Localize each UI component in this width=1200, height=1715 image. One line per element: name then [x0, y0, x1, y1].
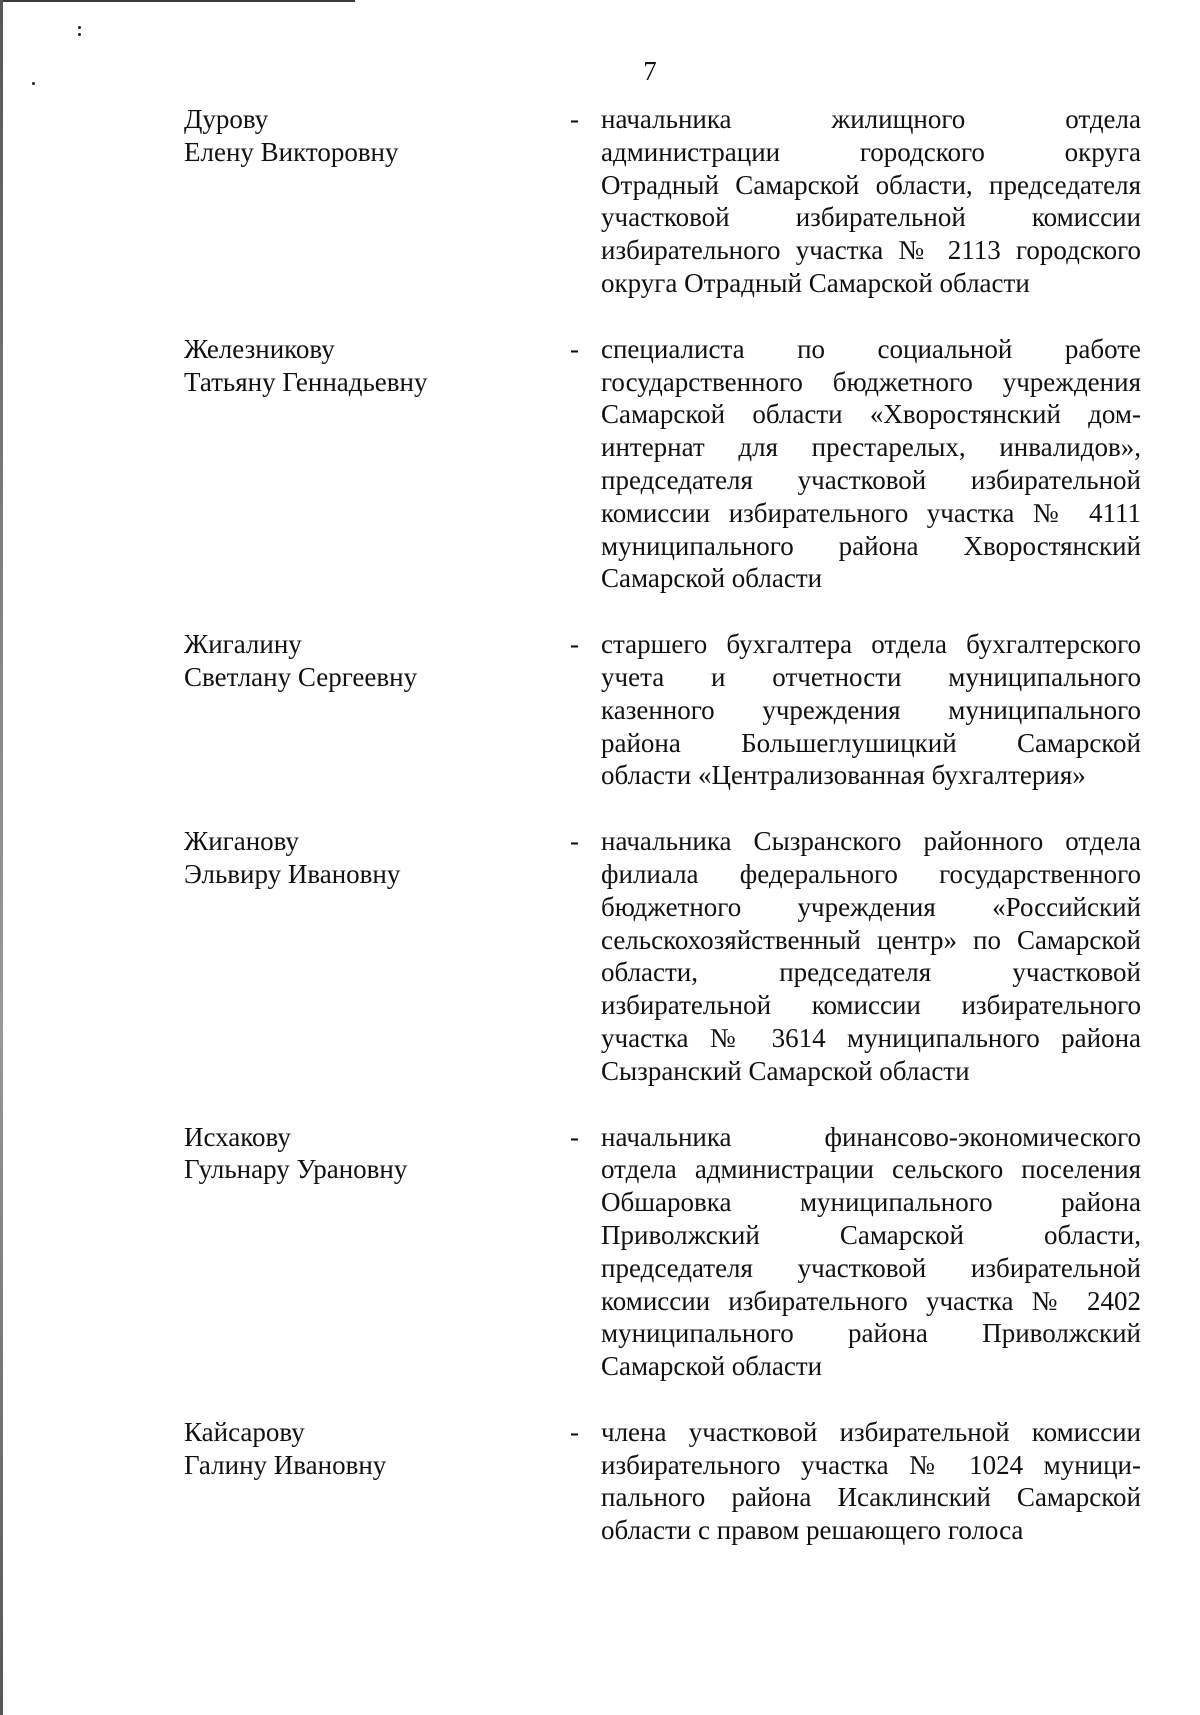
appointee-entry [0, 333, 1200, 595]
description-line: председателя участковой избирательной [601, 464, 1141, 495]
entry-dash: - [570, 826, 579, 857]
description-line: учета и отчетности муниципального [601, 661, 1141, 692]
appointee-entry [0, 628, 1200, 792]
person-name [184, 1121, 524, 1187]
position-description [601, 1416, 1141, 1547]
position-description [601, 1121, 1141, 1383]
position-description [601, 628, 1141, 792]
entry-dash: - [570, 1416, 579, 1447]
entry-dash: - [570, 333, 579, 364]
appointee-entry [0, 1416, 1200, 1547]
description-line: казенного учреждения муниципального [601, 694, 1141, 725]
page-number: 7 [643, 56, 657, 86]
entry-dash: - [570, 104, 579, 134]
scan-edge-top [0, 0, 355, 2]
description-line: сельскохозяйственный центр» по Самарской [601, 924, 1141, 955]
description-line: бюджетного учреждения «Российский [601, 891, 1141, 922]
description-line: специалиста по социальной работе [601, 333, 1141, 364]
person-name [184, 103, 524, 169]
description-line: Самарской области [601, 563, 823, 594]
description-line: интернат для престарелых, инвалидов», [601, 432, 1141, 463]
appointee-entry [0, 825, 1200, 1087]
description-line: избирательного участка № 2113 городского [601, 235, 1141, 266]
description-line: участковой избирательной комиссии [601, 202, 1141, 233]
person-given-names: Елену Викторовну [184, 136, 399, 167]
entry-dash: - [570, 1121, 579, 1152]
description-line: Обшаровка муниципального района [601, 1187, 1141, 1218]
description-line: государственного бюджетного учреждения [601, 366, 1141, 397]
person-name [184, 1416, 524, 1482]
description-line: муниципального района Хворостянский [601, 530, 1141, 561]
person-surname: Дурову [184, 104, 269, 134]
scan-speck [78, 26, 81, 29]
description-line: участка № 3614 муниципального района [601, 1022, 1141, 1053]
description-line: избирательного участка № 1024 муници- [601, 1449, 1141, 1480]
person-given-names: Светлану Сергеевну [184, 661, 418, 692]
person-given-names: Гульнару Урановну [184, 1154, 408, 1185]
person-given-names: Галину Ивановну [184, 1449, 387, 1480]
description-line: комиссии избирательного участка № 4111 [601, 497, 1141, 528]
description-line: начальника жилищного отдела [601, 104, 1141, 134]
description-line: округа Отрадный Самарской области [601, 267, 1030, 298]
person-name [184, 333, 524, 399]
position-description [601, 333, 1141, 595]
entry-dash: - [570, 629, 579, 660]
person-surname: Жигалину [184, 629, 302, 660]
person-surname: Жиганову [184, 826, 299, 857]
position-description [601, 825, 1141, 1087]
description-line: председателя участковой избирательной [601, 1252, 1141, 1283]
person-name [184, 825, 524, 891]
description-line: области «Централизованная бухгалтерия» [601, 760, 1086, 791]
description-line: области, председателя участковой [601, 957, 1141, 988]
description-line: отдела администрации сельского поселения [601, 1154, 1141, 1185]
position-description [601, 103, 1141, 300]
person-surname: Кайсарову [184, 1416, 305, 1447]
person-surname: Исхакову [184, 1121, 291, 1152]
description-line: начальника Сызранского районного отдела [601, 826, 1141, 857]
description-line: муниципального района Приволжский [601, 1318, 1141, 1349]
description-line: Отрадный Самарской области, председателя [601, 169, 1141, 200]
description-line: филиала федерального государственного [601, 858, 1141, 889]
description-line: Приволжский Самарской области, [601, 1219, 1141, 1250]
description-line: Сызранский Самарской области [601, 1055, 970, 1086]
description-line: администрации городского округа [601, 136, 1141, 167]
description-line: начальника финансово-экономического [601, 1121, 1141, 1152]
appointee-entry [0, 1121, 1200, 1383]
person-surname: Железникову [184, 333, 335, 364]
description-line: члена участковой избирательной комиссии [601, 1416, 1141, 1447]
person-given-names: Эльвиру Ивановну [184, 858, 401, 889]
appointee-list [0, 103, 1200, 1580]
description-line: избирательной комиссии избирательного [601, 990, 1141, 1021]
description-line: старшего бухгалтера отдела бухгалтерского [601, 629, 1141, 660]
scan-speck [78, 33, 81, 36]
appointee-entry [0, 103, 1200, 300]
description-line: Самарской области [601, 1351, 823, 1382]
description-line: района Большеглушицкий Самарской [601, 727, 1141, 758]
description-line: Самарской области «Хворостянский дом- [601, 399, 1141, 430]
description-line: комиссии избирательного участка № 2402 [601, 1285, 1141, 1316]
description-line: области с правом решающего голоса [601, 1515, 1024, 1546]
description-line: пального района Исаклинский Самарской [601, 1482, 1141, 1513]
scan-speck [32, 82, 35, 85]
person-name [184, 628, 524, 694]
person-given-names: Татьяну Геннадьевну [184, 366, 428, 397]
